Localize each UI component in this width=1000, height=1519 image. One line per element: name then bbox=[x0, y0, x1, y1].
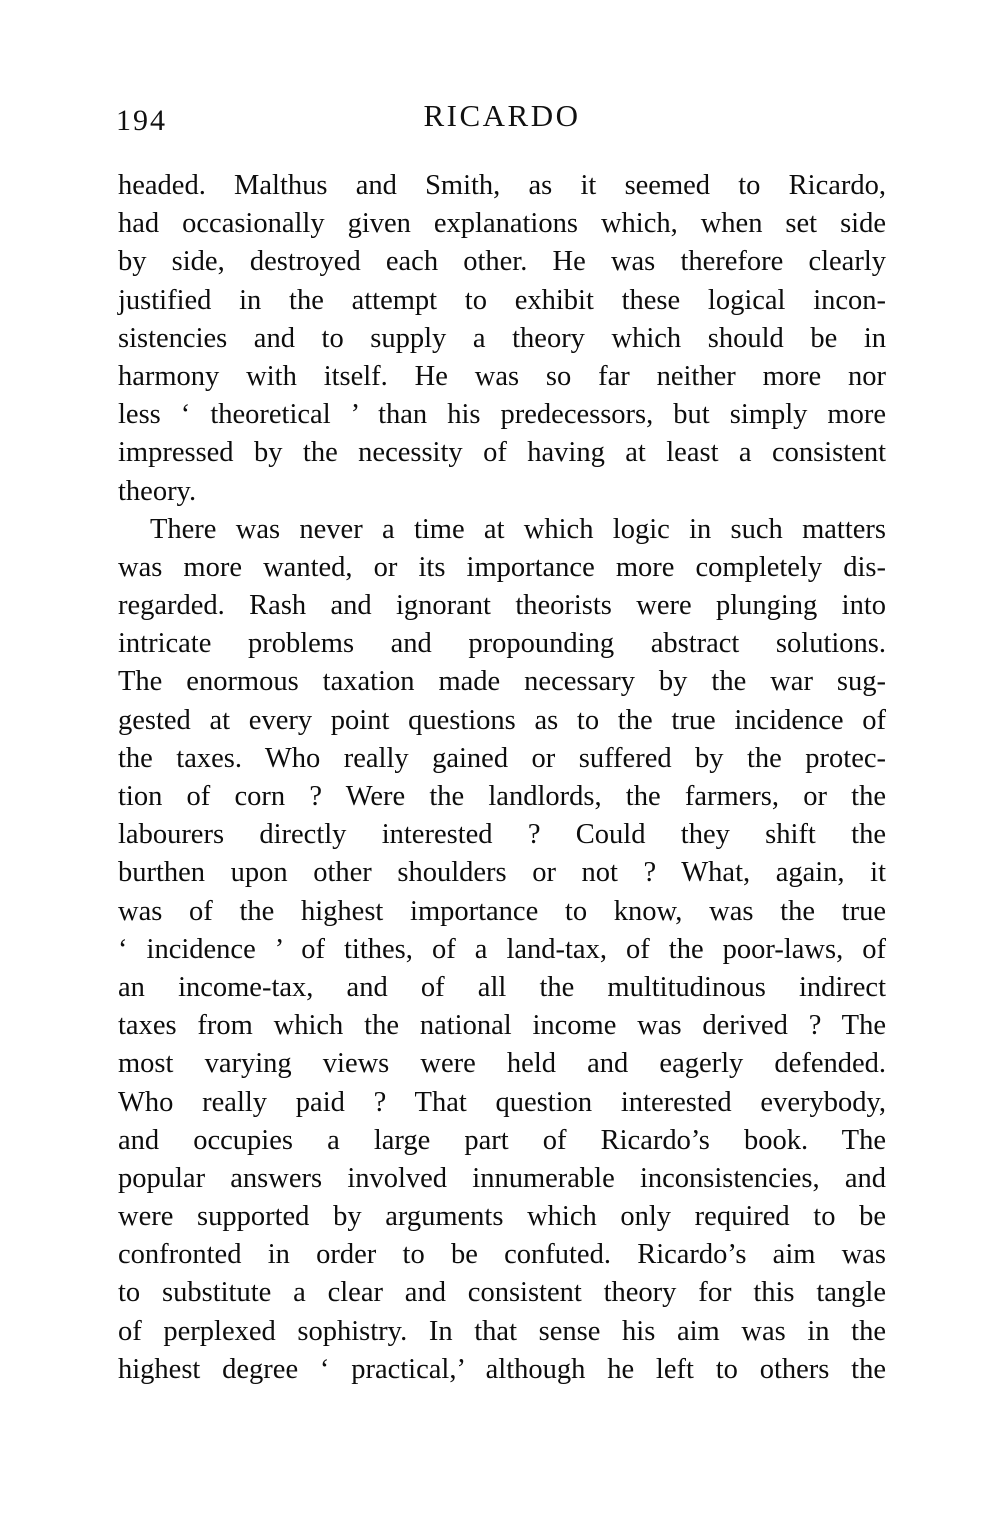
text-line: less ‘ theoretical ’ than his predecessors, but simply more bbox=[118, 399, 886, 431]
text-line: regarded. Rash and ignorant theorists were plunging into bbox=[118, 590, 886, 622]
text-line: had occasionally given explanations which, when set side bbox=[118, 208, 886, 240]
page-number: 194 bbox=[116, 104, 167, 137]
text-line: confronted in order to be confuted. Ricardo’s aim was bbox=[118, 1239, 886, 1271]
text-line: most varying views were held and eagerly defended. bbox=[118, 1048, 886, 1080]
text-line: the taxes. Who really gained or suffered by the protec- bbox=[118, 742, 886, 774]
text-line: burthen upon other shoulders or not ? What, again, it bbox=[118, 857, 886, 889]
text-line: sistencies and to supply a theory which should be in bbox=[118, 322, 886, 354]
text-line: of perplexed sophistry. In that sense his aim was in the bbox=[118, 1315, 886, 1347]
text-line: to substitute a clear and consistent theory for this tangle bbox=[118, 1277, 886, 1309]
text-line: gested at every point questions as to the true incidence of bbox=[118, 704, 886, 736]
text-line: was more wanted, or its importance more completely dis- bbox=[118, 551, 886, 583]
text-line: was of the highest importance to know, was the true bbox=[118, 895, 886, 927]
text-line: and occupies a large part of Ricardo’s book. The bbox=[118, 1124, 886, 1156]
text-block bbox=[118, 167, 886, 1389]
text-line: popular answers involved innumerable inconsistencies, and bbox=[118, 1162, 886, 1194]
text-line: theory. bbox=[118, 475, 197, 507]
text-line: an income-tax, and of all the multitudinous indirect bbox=[118, 971, 886, 1003]
text-line: There was never a time at which logic in such matters bbox=[150, 513, 886, 545]
text-line: The enormous taxation made necessary by the war sug- bbox=[118, 666, 886, 698]
text-line: impressed by the necessity of having at least a consistent bbox=[118, 437, 886, 469]
text-line: harmony with itself. He was so far neither more nor bbox=[118, 360, 886, 392]
text-line: headed. Malthus and Smith, as it seemed to Ricardo, bbox=[118, 170, 886, 201]
text-line: taxes from which the national income was derived ? The bbox=[118, 1010, 886, 1042]
text-line: Who really paid ? That question interested everybody, bbox=[118, 1086, 886, 1118]
text-line: intricate problems and propounding abstract solutions. bbox=[118, 628, 886, 660]
text-line: by side, destroyed each other. He was therefore clearly bbox=[118, 246, 886, 278]
text-line: highest degree ‘ practical,’ although he left to others the bbox=[118, 1353, 886, 1385]
text-line: labourers directly interested ? Could they shift the bbox=[118, 819, 886, 851]
text-line: ‘ incidence ’ of tithes, of a land-tax, of the poor-laws, of bbox=[118, 933, 886, 965]
text-line: tion of corn ? Were the landlords, the farmers, or the bbox=[118, 781, 886, 812]
text-line: were supported by arguments which only required to be bbox=[118, 1201, 886, 1233]
text-line: justified in the attempt to exhibit these logical incon- bbox=[118, 284, 886, 316]
running-head-title: RICARDO bbox=[423, 98, 581, 133]
